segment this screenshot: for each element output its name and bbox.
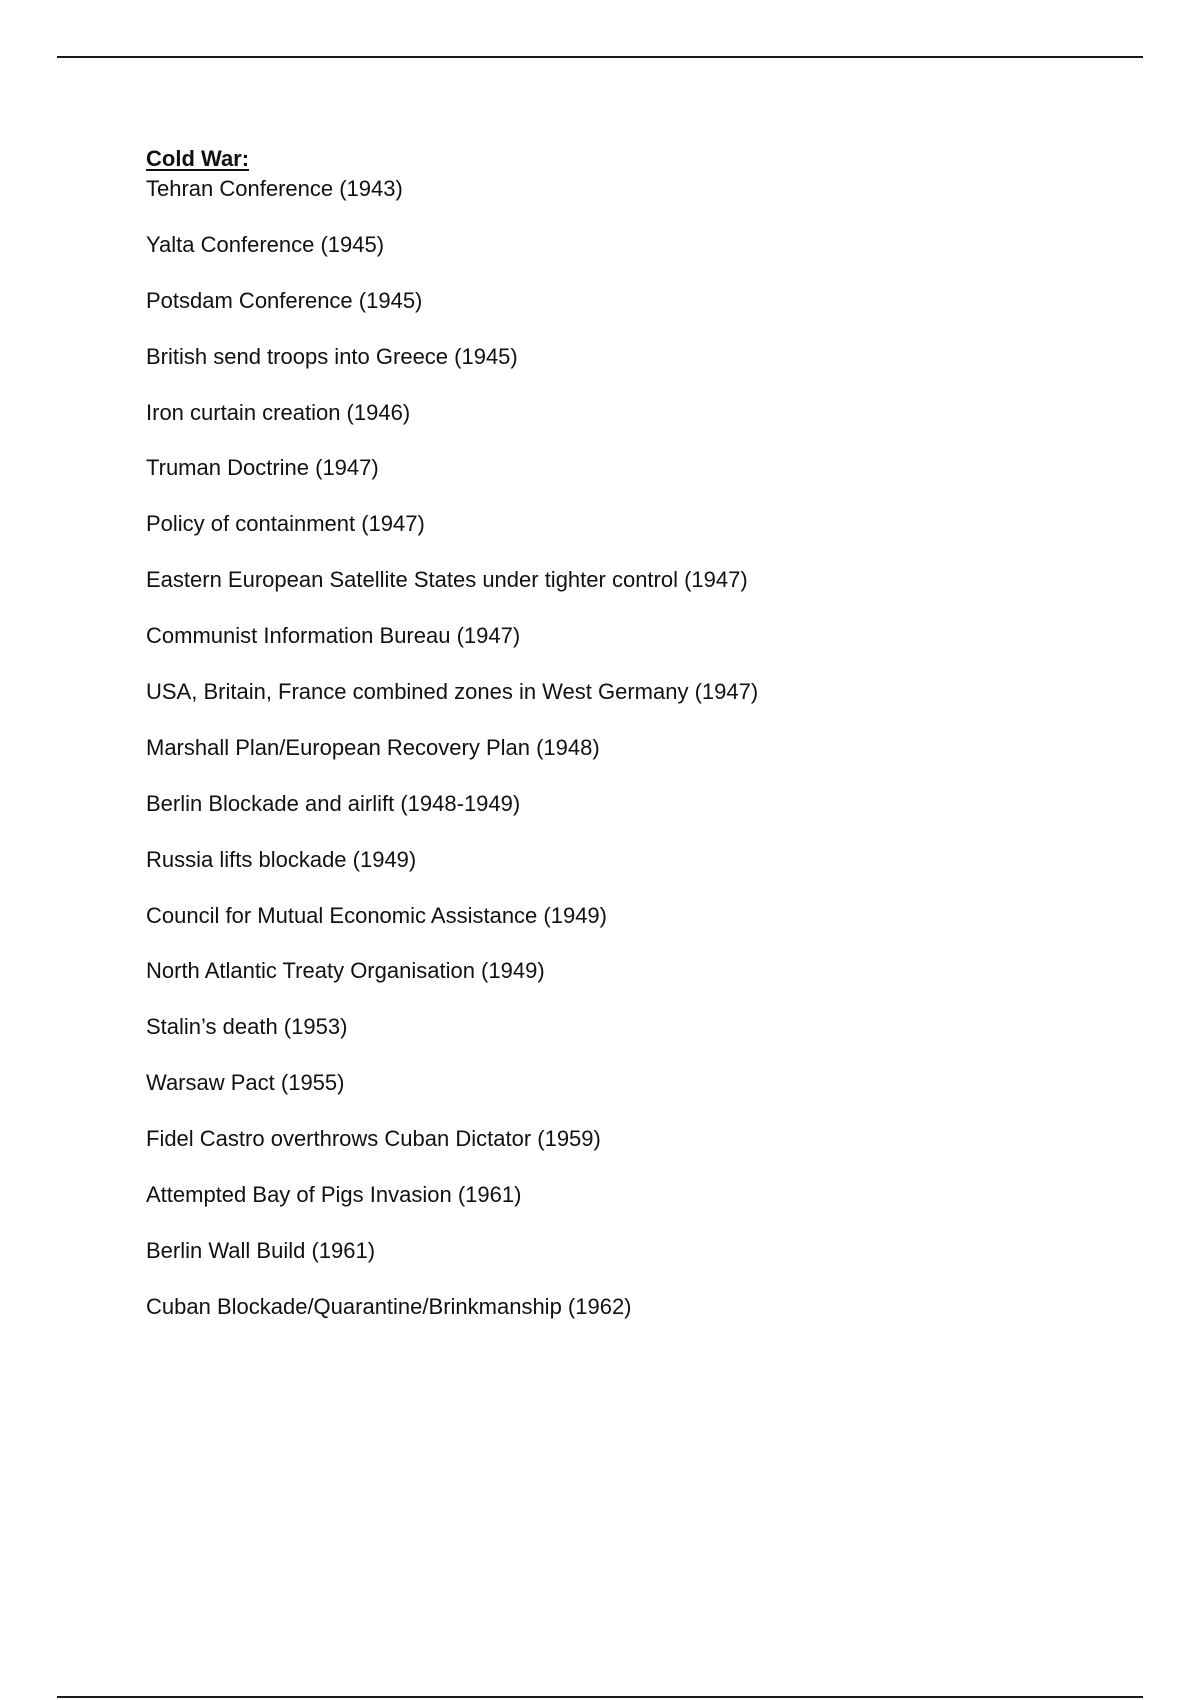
event-list <box>146 174 1146 1322</box>
event-item: Attempted Bay of Pigs Invasion (1961) <box>146 1182 522 1208</box>
event-item: Iron curtain creation (1946) <box>146 399 411 425</box>
event-item: Berlin Blockade and airlift (1948-1949) <box>146 790 521 816</box>
event-item: British send troops into Greece (1945) <box>146 343 518 369</box>
event-item: Stalin’s death (1953) <box>146 1014 348 1040</box>
event-item: Council for Mutual Economic Assistance (1949) <box>146 902 607 928</box>
event-item: Cuban Blockade/Quarantine/Brinkmanship (1962) <box>146 1293 632 1319</box>
top-rule <box>57 56 1143 58</box>
event-item: Russia lifts blockade (1949) <box>146 846 417 872</box>
event-item: Marshall Plan/European Recovery Plan (1948) <box>146 734 600 760</box>
event-item: Communist Information Bureau (1947) <box>146 623 521 649</box>
event-item: Eastern European Satellite States under tighter control (1947) <box>146 567 748 593</box>
page-heading: Cold War: <box>146 146 250 171</box>
event-item: USA, Britain, France combined zones in West Germany (1947) <box>146 679 759 705</box>
event-item: Policy of containment (1947) <box>146 511 425 537</box>
document-body <box>146 144 1146 1348</box>
event-item: Fidel Castro overthrows Cuban Dictator (1959) <box>146 1126 601 1152</box>
bottom-rule <box>57 1696 1143 1698</box>
event-item: Tehran Conference (1943) <box>146 176 403 201</box>
event-item: Potsdam Conference (1945) <box>146 287 423 313</box>
event-item: Yalta Conference (1945) <box>146 231 385 257</box>
event-item: North Atlantic Treaty Organisation (1949) <box>146 958 545 984</box>
event-item: Truman Doctrine (1947) <box>146 455 379 481</box>
event-item: Berlin Wall Build (1961) <box>146 1237 376 1263</box>
event-item: Warsaw Pact (1955) <box>146 1070 345 1096</box>
